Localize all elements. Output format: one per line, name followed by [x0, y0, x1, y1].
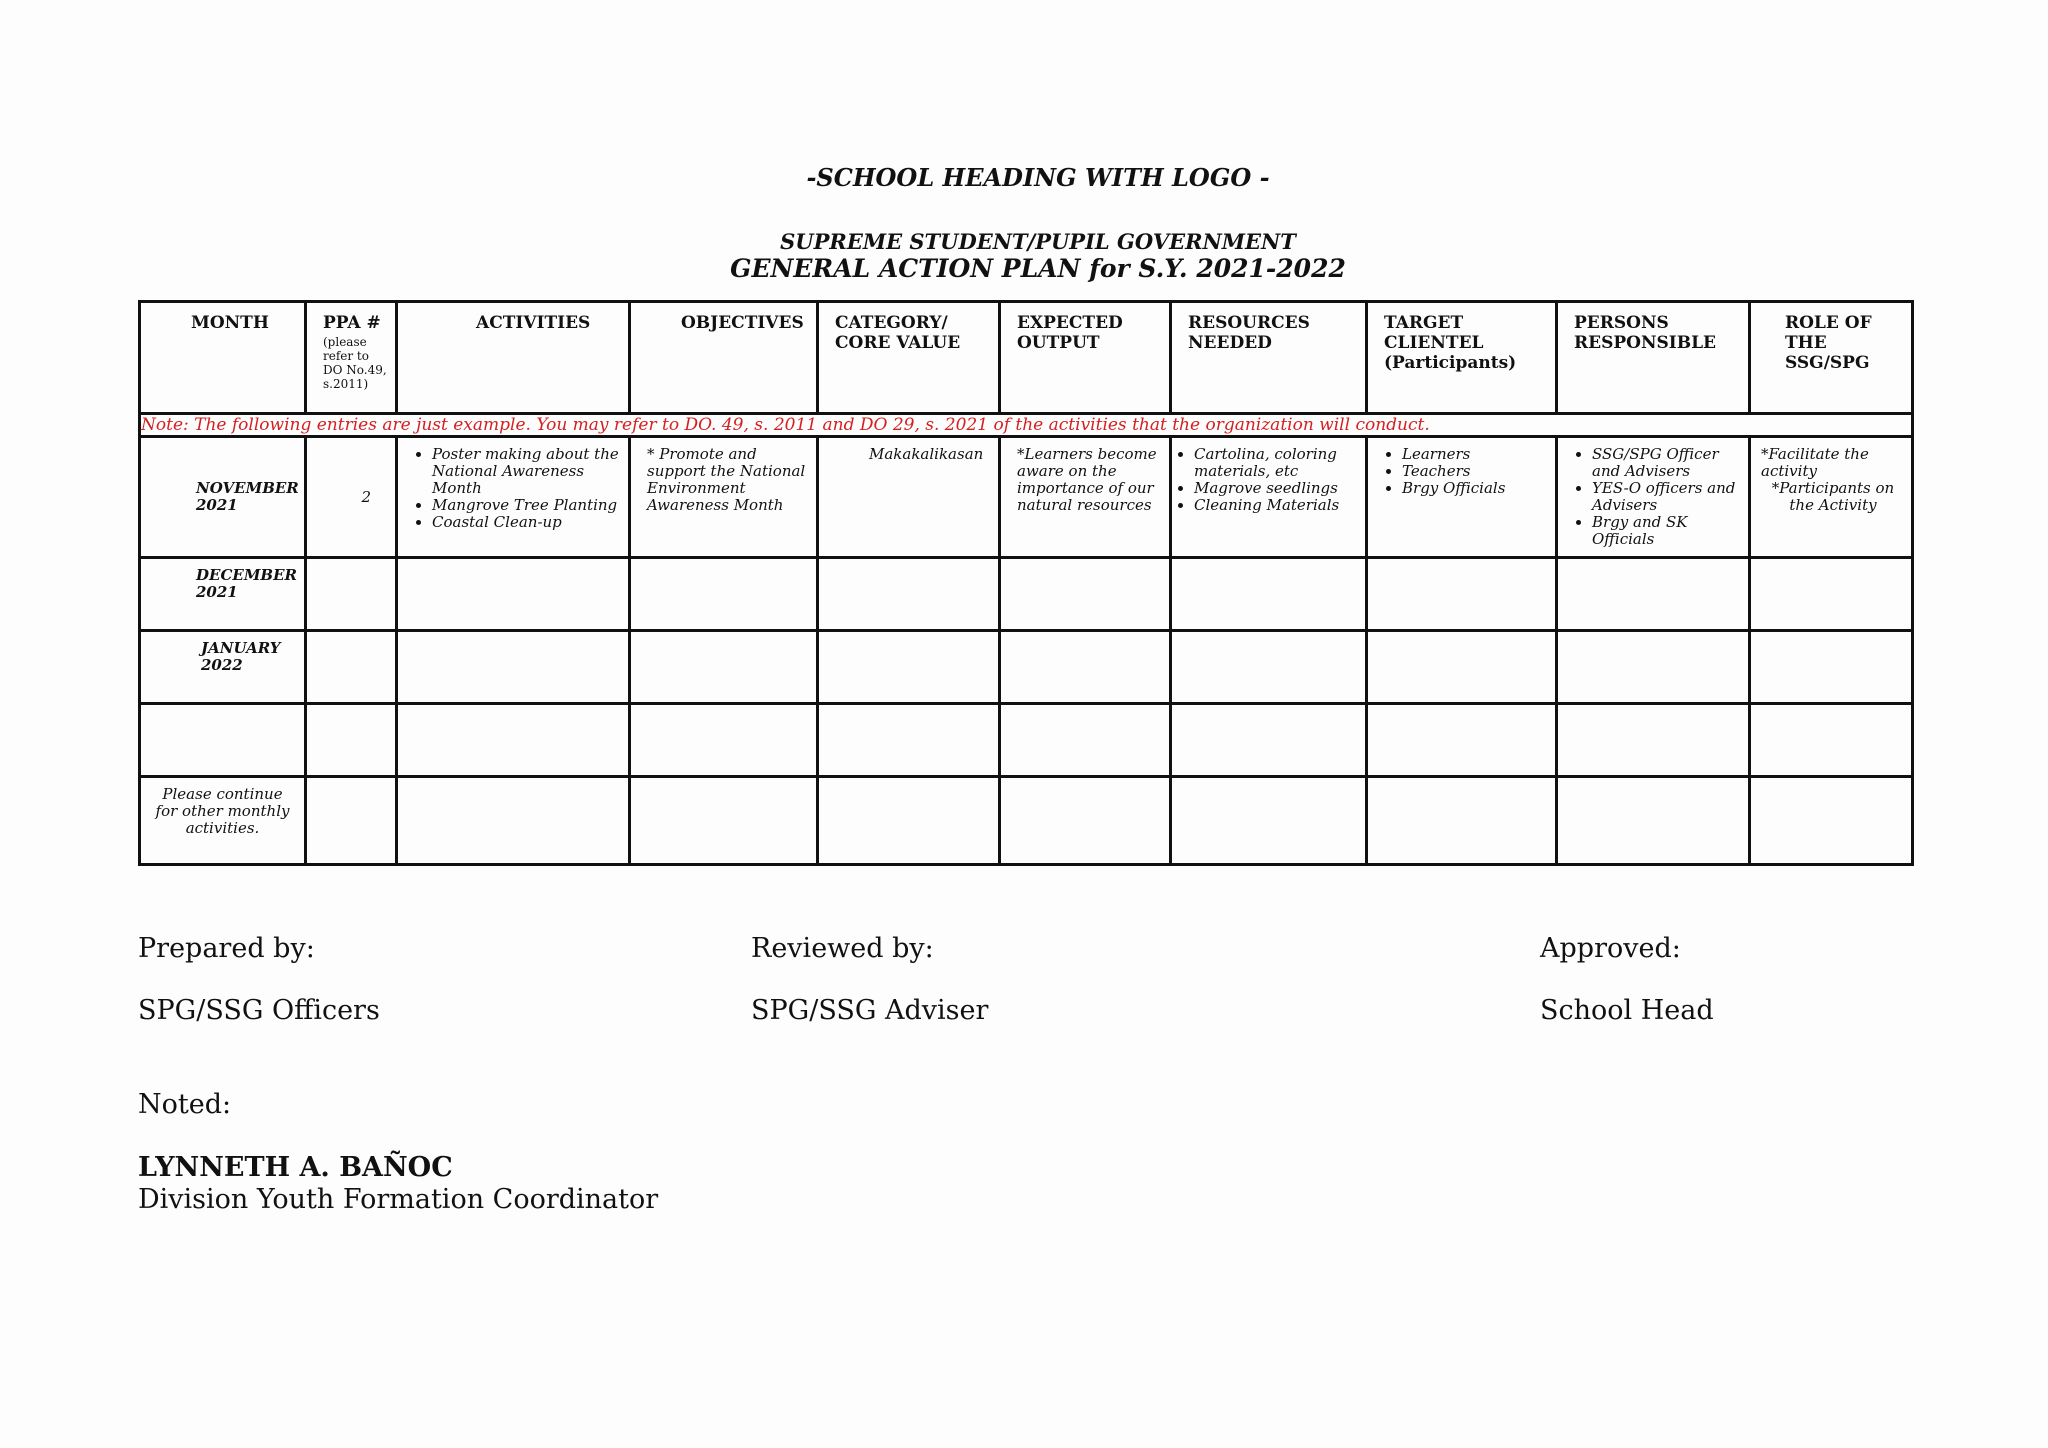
school-heading: -SCHOOL HEADING WITH LOGO - [806, 163, 1270, 192]
month-cell: Please continue for other monthly activities. [140, 777, 306, 865]
note-row [140, 414, 1913, 437]
activities-cell [397, 437, 630, 558]
table-row [140, 437, 1913, 558]
list-item: • Cartolina, coloring materials, etc [1194, 446, 1359, 480]
action-plan-table [138, 300, 1914, 866]
list-item: • YES-O officers and Advisers [1592, 480, 1742, 514]
list-item: • SSG/SPG Officer and Advisers [1592, 446, 1742, 480]
objectives-cell: * Promote and support the National Environment Awareness Month [630, 437, 818, 558]
list-item: • Learners [1402, 446, 1549, 463]
month-cell: NOVEMBER 2021 [140, 437, 306, 558]
header-ppa: PPA # (please refer to DO No.49, s.2011) [306, 302, 397, 414]
note-text: Note: The following entries are just example. You may refer to DO. 49, s. 2011 and DO 29, s. 2021 of the activities that the organization will conduct. [140, 414, 1913, 437]
ppa-note: (please refer to DO No.49, s.2011) [323, 335, 387, 391]
prepared-label: Prepared by: [138, 933, 315, 964]
header-category: CATEGORY/ CORE VALUE [818, 302, 1000, 414]
plan-title: GENERAL ACTION PLAN for S.Y. 2021-2022 [730, 254, 1346, 283]
header-expected: EXPECTED OUTPUT [1000, 302, 1171, 414]
ppa-cell: 2 [306, 437, 397, 558]
org-title: SUPREME STUDENT/PUPIL GOVERNMENT [780, 229, 1296, 254]
reviewed-name: SPG/SSG Adviser [751, 995, 989, 1026]
table-row [140, 704, 1913, 777]
expected-cell: *Learners become aware on the importance of our natural resources [1000, 437, 1171, 558]
header-row [140, 302, 1913, 414]
approved-name: School Head [1540, 995, 1714, 1026]
list-item: • Poster making about the National Awareness Month [432, 446, 622, 497]
list-item: • Mangrove Tree Planting [432, 497, 622, 514]
list-item: • Cleaning Materials [1194, 497, 1359, 514]
list-item: • Brgy Officials [1402, 480, 1549, 497]
noted-title: Division Youth Formation Coordinator [138, 1184, 659, 1215]
table-row [140, 777, 1913, 865]
prepared-name: SPG/SSG Officers [138, 995, 380, 1026]
header-target: TARGET CLIENTEL (Participants) [1367, 302, 1557, 414]
table-row [140, 631, 1913, 704]
list-item: • Magrove seedlings [1194, 480, 1359, 497]
role-line: *Participants on the Activity [1771, 479, 1895, 514]
list-item: • Brgy and SK Officials [1592, 514, 1742, 548]
reviewed-label: Reviewed by: [751, 933, 934, 964]
header-resources: RESOURCES NEEDED [1171, 302, 1367, 414]
role-line: *Facilitate the activity [1761, 445, 1869, 480]
noted-name: LYNNETH A. BAÑOC [138, 1152, 453, 1183]
table-row [140, 558, 1913, 631]
month-cell: DECEMBER 2021 [140, 558, 306, 631]
header-persons: PERSONS RESPONSIBLE [1557, 302, 1750, 414]
category-cell: Makakalikasan [818, 437, 1000, 558]
role-cell [1750, 437, 1913, 558]
header-objectives: OBJECTIVES [630, 302, 818, 414]
header-role: ROLE OF THE SSG/SPG [1750, 302, 1913, 414]
list-item: • Teachers [1402, 463, 1549, 480]
list-item: • Coastal Clean-up [432, 514, 622, 531]
noted-label: Noted: [138, 1089, 232, 1120]
persons-cell [1557, 437, 1750, 558]
target-cell [1367, 437, 1557, 558]
header-activities: ACTIVITIES [397, 302, 630, 414]
approved-label: Approved: [1540, 933, 1681, 964]
resources-cell [1171, 437, 1367, 558]
header-month: MONTH [140, 302, 306, 414]
month-cell: JANUARY 2022 [140, 631, 306, 704]
